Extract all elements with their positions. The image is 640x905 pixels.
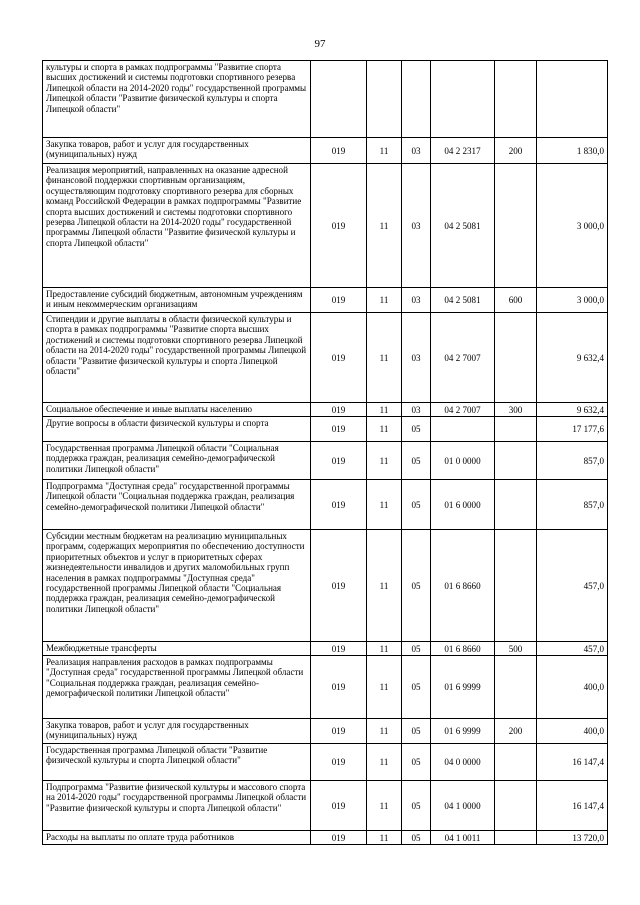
row-subsection: 05 [402, 417, 431, 442]
row-section: 11 [367, 313, 402, 403]
budget-table [42, 60, 608, 845]
table-row [43, 403, 608, 417]
row-expense-type: 600 [495, 288, 537, 313]
row-target-article: 04 2 5081 [431, 288, 495, 313]
row-section: 11 [367, 403, 402, 417]
row-amount: 1 830,0 [537, 138, 608, 164]
row-grbs: 019 [311, 480, 367, 530]
row-amount: 857,0 [537, 480, 608, 530]
row-grbs: 019 [311, 656, 367, 719]
table-row [43, 831, 608, 845]
row-section: 11 [367, 442, 402, 480]
table-row [43, 642, 608, 656]
row-amount: 400,0 [537, 719, 608, 744]
row-section: 11 [367, 744, 402, 781]
row-amount [537, 61, 608, 138]
row-expense-type [495, 656, 537, 719]
row-section: 11 [367, 831, 402, 845]
table-row [43, 719, 608, 744]
row-grbs: 019 [311, 288, 367, 313]
row-subsection: 03 [402, 313, 431, 403]
row-grbs: 019 [311, 442, 367, 480]
row-section: 11 [367, 530, 402, 642]
row-expense-type [495, 417, 537, 442]
row-target-article: 01 6 0000 [431, 480, 495, 530]
row-target-article: 04 2 7007 [431, 403, 495, 417]
row-target-article: 04 2 5081 [431, 164, 495, 288]
row-expense-type [495, 781, 537, 831]
row-grbs: 019 [311, 417, 367, 442]
row-grbs: 019 [311, 781, 367, 831]
row-subsection [402, 61, 431, 138]
row-section: 11 [367, 656, 402, 719]
row-description: Государственная программа Липецкой области "Социальная поддержка граждан, реализация семейно-демографической политики Липецкой области" [43, 442, 311, 480]
row-expense-type [495, 480, 537, 530]
row-subsection: 05 [402, 442, 431, 480]
row-expense-type: 200 [495, 719, 537, 744]
row-grbs: 019 [311, 313, 367, 403]
row-grbs: 019 [311, 138, 367, 164]
row-subsection: 05 [402, 656, 431, 719]
row-grbs [311, 61, 367, 138]
row-expense-type [495, 442, 537, 480]
row-grbs: 019 [311, 642, 367, 656]
row-expense-type [495, 313, 537, 403]
row-expense-type [495, 744, 537, 781]
row-target-article: 04 1 0000 [431, 781, 495, 831]
row-section [367, 61, 402, 138]
row-section: 11 [367, 164, 402, 288]
row-expense-type: 500 [495, 642, 537, 656]
row-description: Закупка товаров, работ и услуг для государственных (муниципальных) нужд [43, 719, 311, 744]
row-section: 11 [367, 417, 402, 442]
row-expense-type [495, 831, 537, 845]
row-target-article: 01 6 9999 [431, 656, 495, 719]
row-grbs: 019 [311, 164, 367, 288]
row-section: 11 [367, 781, 402, 831]
row-description: Другие вопросы в области физической культуры и спорта [43, 417, 311, 442]
row-expense-type [495, 61, 537, 138]
row-expense-type [495, 164, 537, 288]
row-amount: 457,0 [537, 642, 608, 656]
row-expense-type [495, 530, 537, 642]
table-row [43, 288, 608, 313]
table-row [43, 442, 608, 480]
row-description: Предоставление субсидий бюджетным, автономным учреждениям и иным некоммерческим организациям [43, 288, 311, 313]
row-section: 11 [367, 642, 402, 656]
row-section: 11 [367, 480, 402, 530]
row-description: Подпрограмма "Развитие физической культуры и массового спорта на 2014-2020 годы" государственной программы Липецкой области "Развитие физической культуры и спорта Липецкой области" [43, 781, 311, 831]
row-subsection: 03 [402, 138, 431, 164]
row-target-article: 04 0 0000 [431, 744, 495, 781]
row-grbs: 019 [311, 403, 367, 417]
row-description: Стипендии и другие выплаты в области физической культуры и спорта в рамках подпрограммы "Развитие спорта высших достижений и системы подготовки спортивного резерва Липецкой области на 2014-2020 годы" государственной программы Липецкой области "Развитие физической культуры и спорта Липецкой области" [43, 313, 311, 403]
row-subsection: 05 [402, 530, 431, 642]
row-amount: 9 632,4 [537, 403, 608, 417]
table-row [43, 61, 608, 138]
row-subsection: 03 [402, 164, 431, 288]
row-description: Межбюджетные трансферты [43, 642, 311, 656]
row-target-article: 01 6 8660 [431, 642, 495, 656]
budget-table-body [43, 61, 608, 845]
row-amount: 400,0 [537, 656, 608, 719]
row-amount: 857,0 [537, 442, 608, 480]
row-section: 11 [367, 719, 402, 744]
row-target-article: 04 1 0011 [431, 831, 495, 845]
row-amount: 457,0 [537, 530, 608, 642]
row-subsection: 05 [402, 781, 431, 831]
row-subsection: 03 [402, 403, 431, 417]
row-grbs: 019 [311, 719, 367, 744]
row-target-article: 01 0 0000 [431, 442, 495, 480]
table-row [43, 138, 608, 164]
row-description: Реализация направления расходов в рамках подпрограммы "Доступная среда" государственной программы Липецкой области "Социальная поддержка граждан, реализация семейно-демографической политики Липецкой области" [43, 656, 311, 719]
row-subsection: 05 [402, 480, 431, 530]
page-number: 97 [314, 38, 326, 50]
row-amount: 16 147,4 [537, 744, 608, 781]
row-description: Субсидии местным бюджетам на реализацию муниципальных программ, содержащих мероприятия по обеспечению доступности приоритетных объектов и услуг в приоритетных сферах жизнедеятельности инвалидов и других маломобильных групп населения в рамках подпрограммы "Доступная среда" государственной программы Липецкой области "Социальная поддержка граждан, реализация семейно-демографической политики Липецкой области" [43, 530, 311, 642]
row-subsection: 05 [402, 719, 431, 744]
row-subsection: 05 [402, 831, 431, 845]
row-grbs: 019 [311, 744, 367, 781]
row-amount: 17 177,6 [537, 417, 608, 442]
row-subsection: 05 [402, 744, 431, 781]
row-amount: 3 000,0 [537, 288, 608, 313]
row-description: культуры и спорта в рамках подпрограммы "Развитие спорта высших достижений и системы подготовки спортивного резерва Липецкой области на 2014-2020 годы" государственной программы Липецкой области "Развитие физической культуры и спорта Липецкой области" [43, 61, 311, 138]
row-target-article: 01 6 8660 [431, 530, 495, 642]
row-target-article [431, 417, 495, 442]
row-expense-type: 300 [495, 403, 537, 417]
table-row [43, 744, 608, 781]
row-amount: 3 000,0 [537, 164, 608, 288]
row-grbs: 019 [311, 831, 367, 845]
row-description: Реализация мероприятий, направленных на оказание адресной финансовой поддержки спортивным организациям, осуществляющим подготовку спортивного резерва для сборных команд Российской Федерации в рамках подпрограммы "Развитие спорта высших достижений и системы подготовки спортивного резерва Липецкой области на 2014-2020 годы" государственной программы Липецкой области "Развитие физической культуры и спорта Липецкой области" [43, 164, 311, 288]
row-amount: 9 632,4 [537, 313, 608, 403]
row-target-article: 04 2 2317 [431, 138, 495, 164]
row-section: 11 [367, 138, 402, 164]
row-expense-type: 200 [495, 138, 537, 164]
row-description: Социальное обеспечение и иные выплаты населению [43, 403, 311, 417]
row-target-article: 04 2 7007 [431, 313, 495, 403]
table-row [43, 781, 608, 831]
row-section: 11 [367, 288, 402, 313]
row-subsection: 05 [402, 642, 431, 656]
table-row [43, 313, 608, 403]
row-subsection: 03 [402, 288, 431, 313]
row-description: Подпрограмма "Доступная среда" государственной программы Липецкой области "Социальная поддержка граждан, реализация семейно-демографической политики Липецкой области" [43, 480, 311, 530]
row-description: Закупка товаров, работ и услуг для государственных (муниципальных) нужд [43, 138, 311, 164]
table-row [43, 480, 608, 530]
table-row [43, 530, 608, 642]
row-description: Расходы на выплаты по оплате труда работников [43, 831, 311, 845]
row-description: Государственная программа Липецкой области "Развитие физической культуры и спорта Липецкой области" [43, 744, 311, 781]
row-amount: 13 720,0 [537, 831, 608, 845]
table-row [43, 417, 608, 442]
table-row [43, 656, 608, 719]
row-grbs: 019 [311, 530, 367, 642]
table-row [43, 164, 608, 288]
row-target-article: 01 6 9999 [431, 719, 495, 744]
row-target-article [431, 61, 495, 138]
row-amount: 16 147,4 [537, 781, 608, 831]
